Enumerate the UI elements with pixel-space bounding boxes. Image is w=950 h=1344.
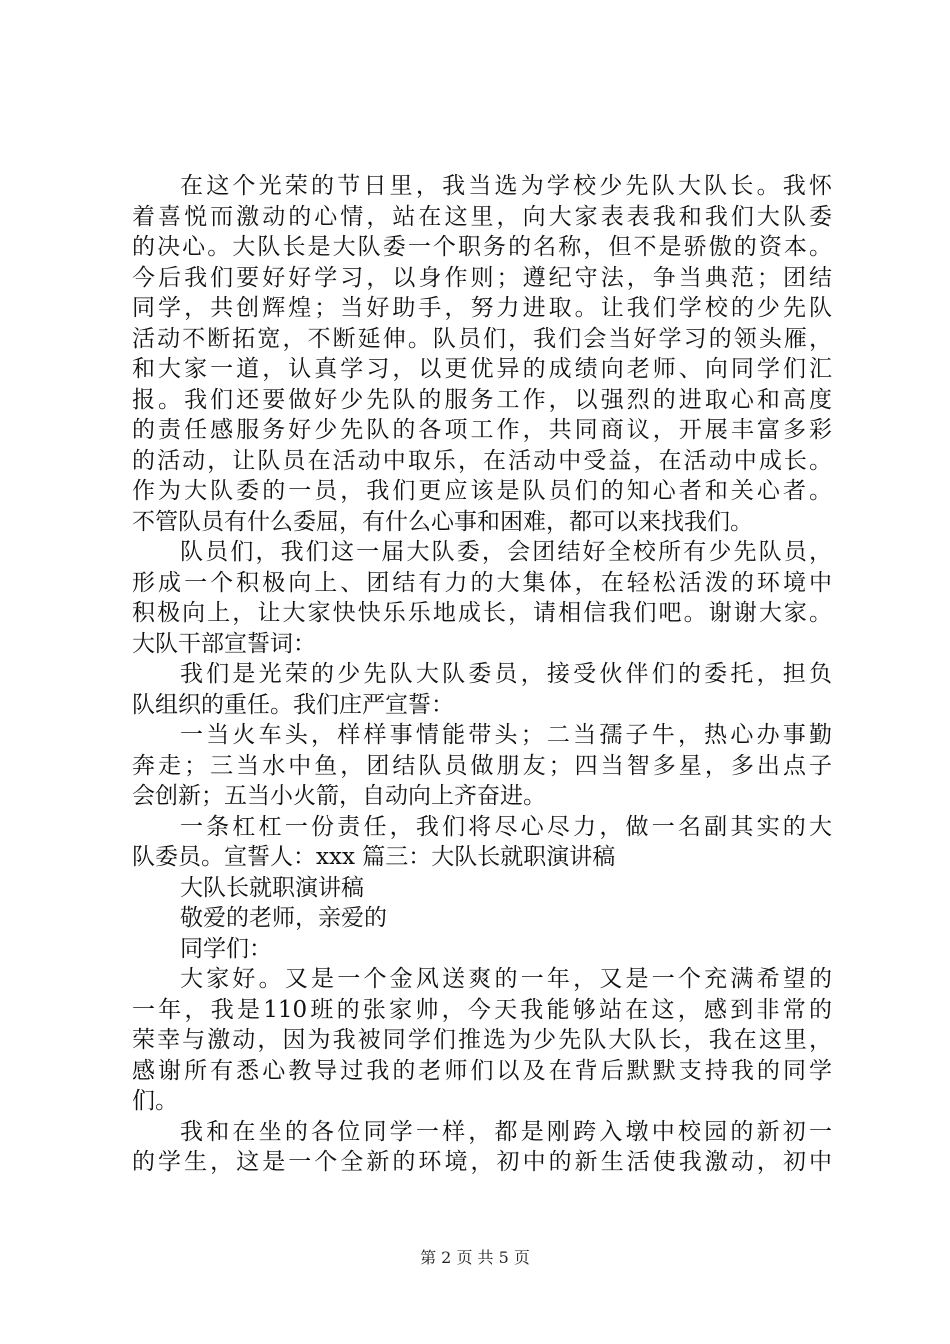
- text-line: 敬爱的老师，亲爱的: [180, 905, 387, 931]
- text-line: 报。我们还要做好少先队的服务工作，以强烈的进取心和高度: [132, 386, 832, 413]
- text-line: 奔走；三当水中鱼，团结队员做朋友；四当智多星，多出点子: [132, 752, 832, 779]
- text-line: 和大家一道，认真学习，以更优异的成绩向老师、向同学们汇: [132, 356, 832, 382]
- text-line: 活动不断拓宽，不断延伸。队员们，我们会当好学习的领头雁，: [132, 325, 832, 352]
- text-line: 的活动，让队员在活动中取乐，在活动中受益，在活动中成长。: [132, 447, 832, 474]
- text-line: 形成一个积极向上、团结有力的大集体，在轻松活泼的环境中: [132, 569, 832, 596]
- text-line: 队员们，我们这一届大队委，会团结好全校所有少先队员，: [180, 539, 832, 565]
- text-line: 会创新；五当小火箭，自动向上齐奋进。: [132, 783, 546, 809]
- text-line: 同学，共创辉煌；当好助手，努力进取。让我们学校的少先队: [132, 295, 832, 321]
- document-body: [132, 171, 832, 1178]
- text-line: 一条杠杠一份责任，我们将尽心尽力，做一名副其实的大: [180, 813, 832, 840]
- text-line: 感谢所有悉心教导过我的老师们以及在背后默默支持我的同学: [132, 1057, 832, 1084]
- text-line: 一年，我是110班的张家帅，今天我能够站在这，感到非常的: [132, 996, 832, 1023]
- text-line: 队组织的重任。我们庄严宣誓：: [132, 691, 454, 718]
- text-line: 大队干部宣誓词：: [132, 630, 316, 657]
- text-line: 着喜悦而激动的心情，站在这里，向大家表表我和我们大队委: [132, 203, 832, 230]
- text-line: 们。: [132, 1088, 178, 1114]
- text-line: 大家好。又是一个金风送爽的一年，又是一个充满希望的: [180, 966, 832, 992]
- text-line: 今后我们要好好学习，以身作则；遵纪守法，争当典范；团结: [132, 264, 832, 291]
- text-line: 在这个光荣的节日里，我当选为学校少先队大队长。我怀: [180, 173, 832, 199]
- text-line: 一当火车头，样样事情能带头；二当孺子牛，热心办事勤: [180, 722, 832, 748]
- text-line: 积极向上，让大家快快乐乐地成长，请相信我们吧。谢谢大家。: [132, 600, 832, 626]
- text-line: 大队长就职演讲稿: [180, 874, 364, 901]
- text-line: 作为大队委的一员，我们更应该是队员们的知心者和关心者。: [132, 478, 832, 504]
- text-line: 的决心。大队长是大队委一个职务的名称，但不是骄傲的资本。: [132, 234, 832, 260]
- text-line: 队委员。宣誓人：xxx 篇三：大队长就职演讲稿: [132, 844, 616, 870]
- text-line: 同学们：: [180, 935, 272, 962]
- text-line: 我们是光荣的少先队大队委员，接受伙伴们的委托，担负: [180, 661, 832, 687]
- text-line: 我和在坐的各位同学一样，都是刚跨入墩中校园的新初一: [180, 1118, 832, 1145]
- text-line: 荣幸与激动，因为我被同学们推选为少先队大队长，我在这里，: [132, 1027, 832, 1053]
- text-line: 的责任感服务好少先队的各项工作，共同商议，开展丰富多彩: [132, 417, 832, 443]
- page-number-footer: 第 2 页 共 5 页: [420, 1248, 530, 1267]
- text-line: 不管队员有什么委屈，有什么心事和困难，都可以来找我们。: [132, 508, 753, 535]
- text-line: 的学生，这是一个全新的环境，初中的新生活使我激动，初中: [132, 1149, 832, 1175]
